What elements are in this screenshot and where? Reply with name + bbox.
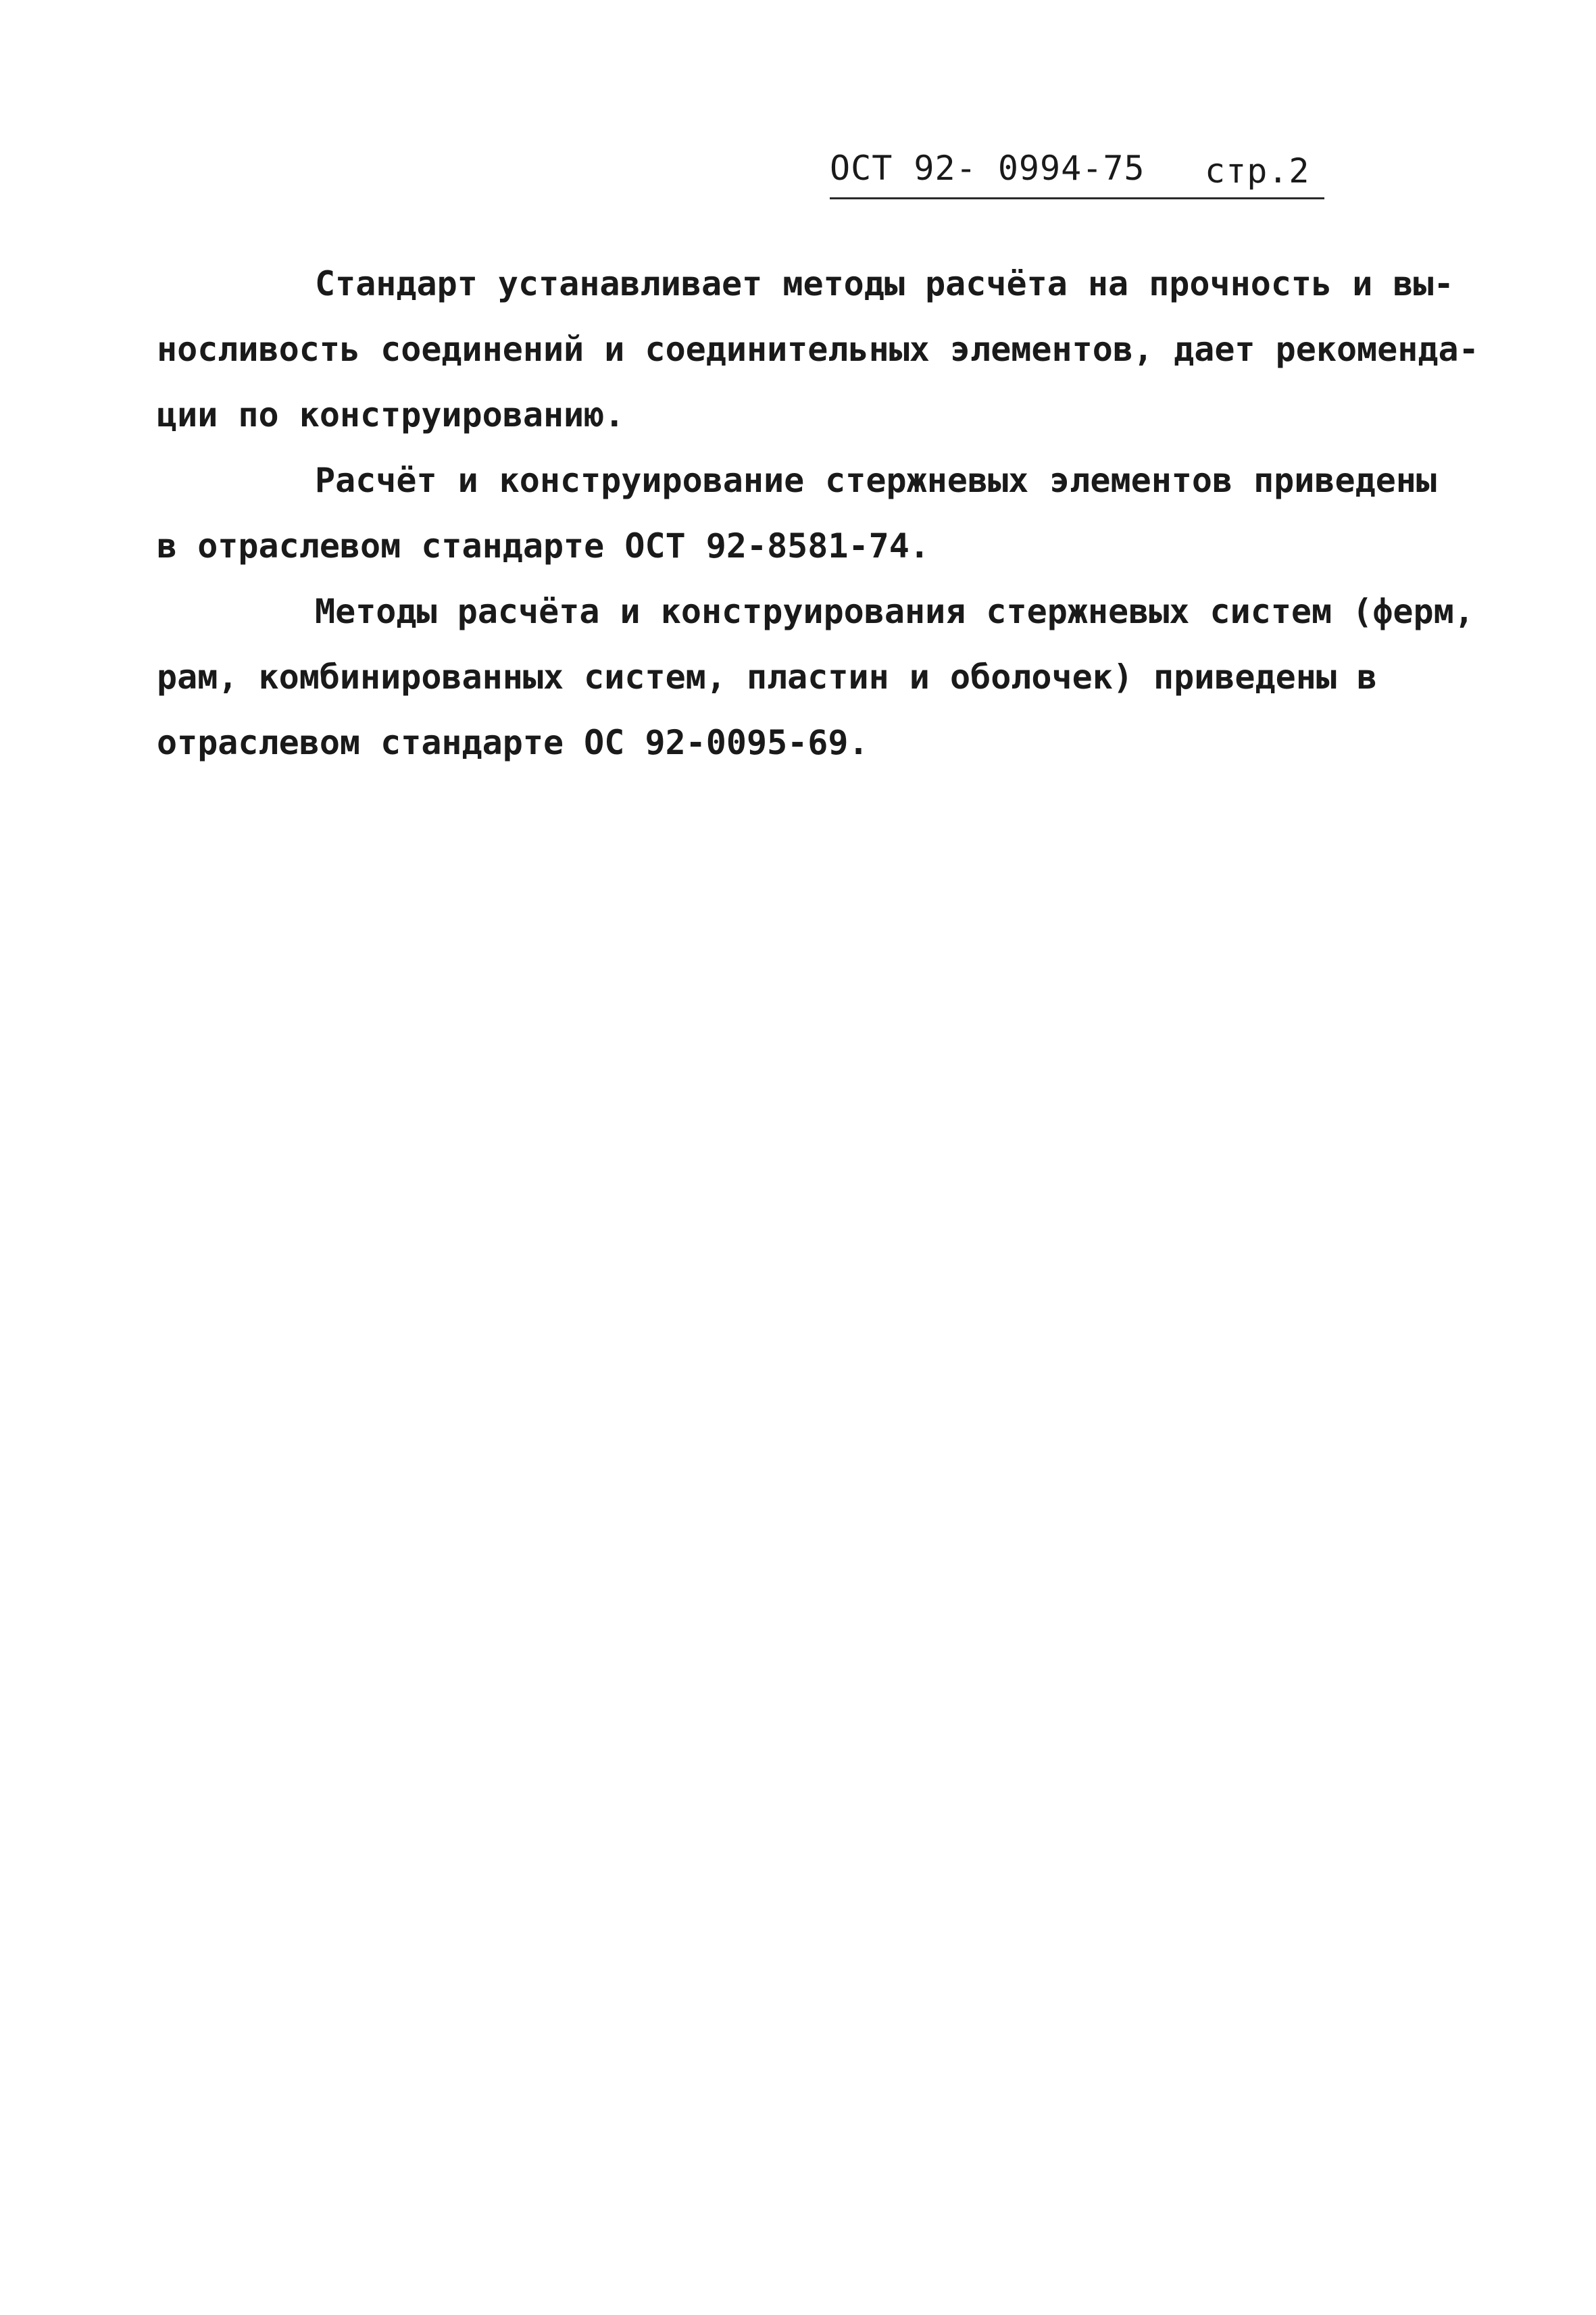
paragraph-1-line-1: Стандарт устанавливает методы расчёта на прочность и вы- bbox=[315, 264, 1454, 303]
page-number: стр.2 bbox=[1205, 151, 1310, 191]
header-underline bbox=[830, 197, 1324, 199]
paragraph-2-line-1: Расчёт и конструирование стержневых элементов приведены bbox=[315, 461, 1437, 500]
paragraph-3-line-3: отраслевом стандарте ОС 92-0095-69. bbox=[157, 723, 869, 762]
document-code: ОСТ 92- 0994-75 bbox=[830, 149, 1145, 188]
paragraph-1-line-2: носливость соединений и соединительных элементов, дает рекоменда- bbox=[157, 330, 1479, 369]
paragraph-1-line-3: ции по конструированию. bbox=[157, 395, 625, 434]
paragraph-3-line-1: Методы расчёта и конструирования стержневых систем (ферм, bbox=[315, 592, 1474, 631]
paragraph-3-line-2: рам, комбинированных систем, пластин и оболочек) приведены в bbox=[157, 657, 1378, 697]
body-text bbox=[157, 251, 1479, 776]
paragraph-2-line-2: в отраслевом стандарте ОСТ 92-8581-74. bbox=[157, 526, 930, 566]
page-header bbox=[830, 142, 1330, 203]
